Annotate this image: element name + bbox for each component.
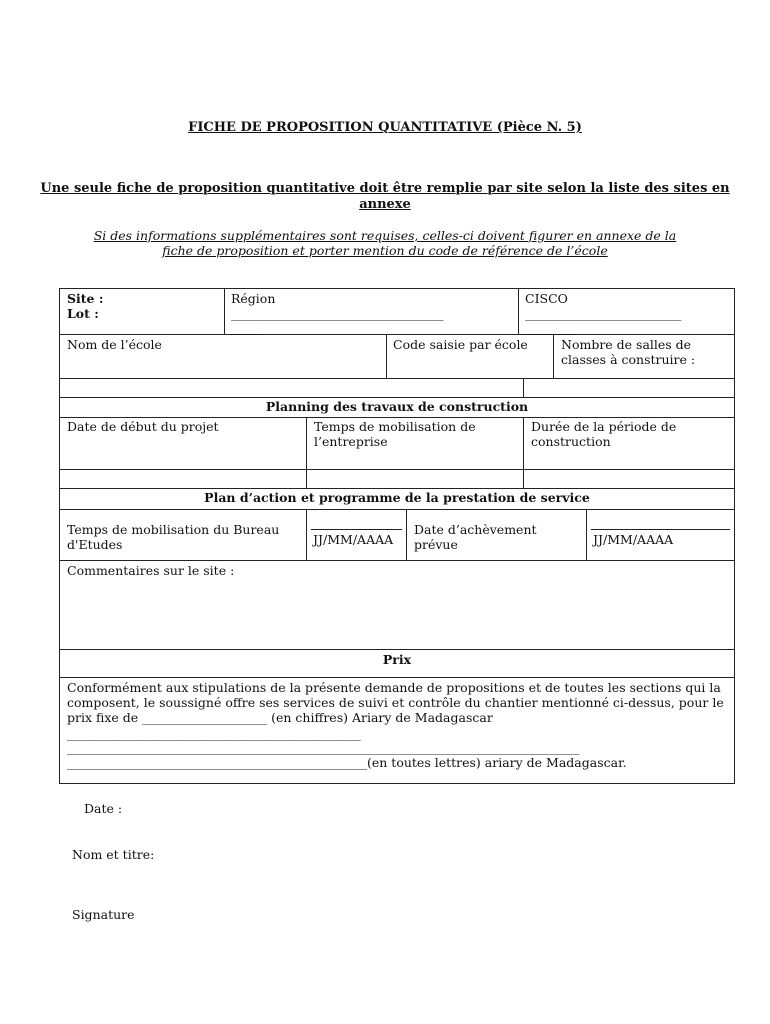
site-label: Site : (67, 291, 104, 306)
divider (60, 334, 734, 335)
price-line[interactable]: __________________________________________________________________________________ (67, 740, 580, 755)
divider (553, 334, 554, 378)
duration-input[interactable] (524, 470, 734, 488)
classrooms-label: Nombre de salles de classes à construire : (561, 337, 696, 367)
completion-date-field[interactable]: JJ/MM/AAAA (593, 532, 674, 547)
date-label: Date : (84, 801, 123, 816)
classrooms-input[interactable] (524, 379, 734, 397)
name-title-label: Nom et titre: (72, 847, 155, 862)
cisco-label: CISCO (525, 291, 568, 306)
cisco-field-continued[interactable]: ________ (525, 320, 575, 335)
proposal-form (59, 288, 735, 784)
date-line (591, 529, 730, 530)
school-code-label: Code saisie par école (393, 337, 528, 352)
duration-label: Durée de la période de construction (531, 419, 677, 449)
divider (386, 334, 387, 378)
mobilization-company-label: Temps de mobilisation de l’entreprise (314, 419, 476, 449)
divider (586, 509, 587, 560)
school-name-input[interactable] (60, 379, 523, 397)
price-heading: Prix (382, 652, 412, 667)
divider (60, 509, 734, 510)
start-date-input[interactable] (60, 470, 306, 488)
region-label: Région (231, 291, 276, 306)
document-subtitle: Une seule fiche de proposition quantitative doit être remplie par site selon la liste des sites en annexe (40, 181, 730, 212)
mobilization-company-input[interactable] (307, 470, 523, 488)
divider (518, 289, 519, 334)
document-note: Si des informations supplémentaires sont requises, celles-ci doivent figurer en annexe de la fiche de proposition et porter mention du code de référence de l’école (93, 228, 677, 258)
bureau-date-field[interactable]: JJ/MM/AAAA (313, 532, 394, 547)
school-name-label: Nom de l’école (67, 337, 162, 352)
price-words-line[interactable]: ________________________________________________(en toutes lettres) ariary de Madagascar. (67, 755, 627, 770)
divider (60, 560, 734, 561)
cisco-field[interactable]: _________________________ (525, 306, 682, 321)
date-line (311, 529, 402, 530)
planning-heading: Planning des travaux de construction (265, 399, 529, 414)
divider (60, 677, 734, 678)
region-field[interactable]: __________________________________ (231, 306, 444, 321)
divider (60, 649, 734, 650)
completion-label: Date d’achèvement prévue (414, 522, 537, 552)
signature-label: Signature (72, 907, 135, 922)
divider (60, 488, 734, 489)
mobilization-bureau-label: Temps de mobilisation du Bureau d'Etudes (67, 522, 280, 552)
start-date-label: Date de début du projet (67, 419, 219, 434)
comments-input[interactable] (60, 579, 734, 647)
divider (60, 417, 734, 418)
price-statement: Conformément aux stipulations de la présente demande de propositions et de toutes les sections qui la composent, le soussigné offre ses services de suivi et contrôle du chantier mentionné ci-dessus, pour le prix fixe de ____________________ (en chiffres) Ariary de Madagascar (67, 680, 724, 725)
lot-label: Lot : (67, 306, 99, 321)
divider (406, 509, 407, 560)
price-line[interactable]: _______________________________________________ (67, 726, 361, 741)
comments-label: Commentaires sur le site : (67, 563, 235, 578)
document-title: FICHE DE PROPOSITION QUANTITATIVE (Pièce N. 5) (188, 120, 582, 135)
region-field-continued[interactable]: _____ (231, 320, 263, 335)
divider (306, 509, 307, 560)
action-plan-heading: Plan d’action et programme de la prestation de service (204, 490, 590, 505)
divider (60, 397, 734, 398)
divider (224, 289, 225, 334)
